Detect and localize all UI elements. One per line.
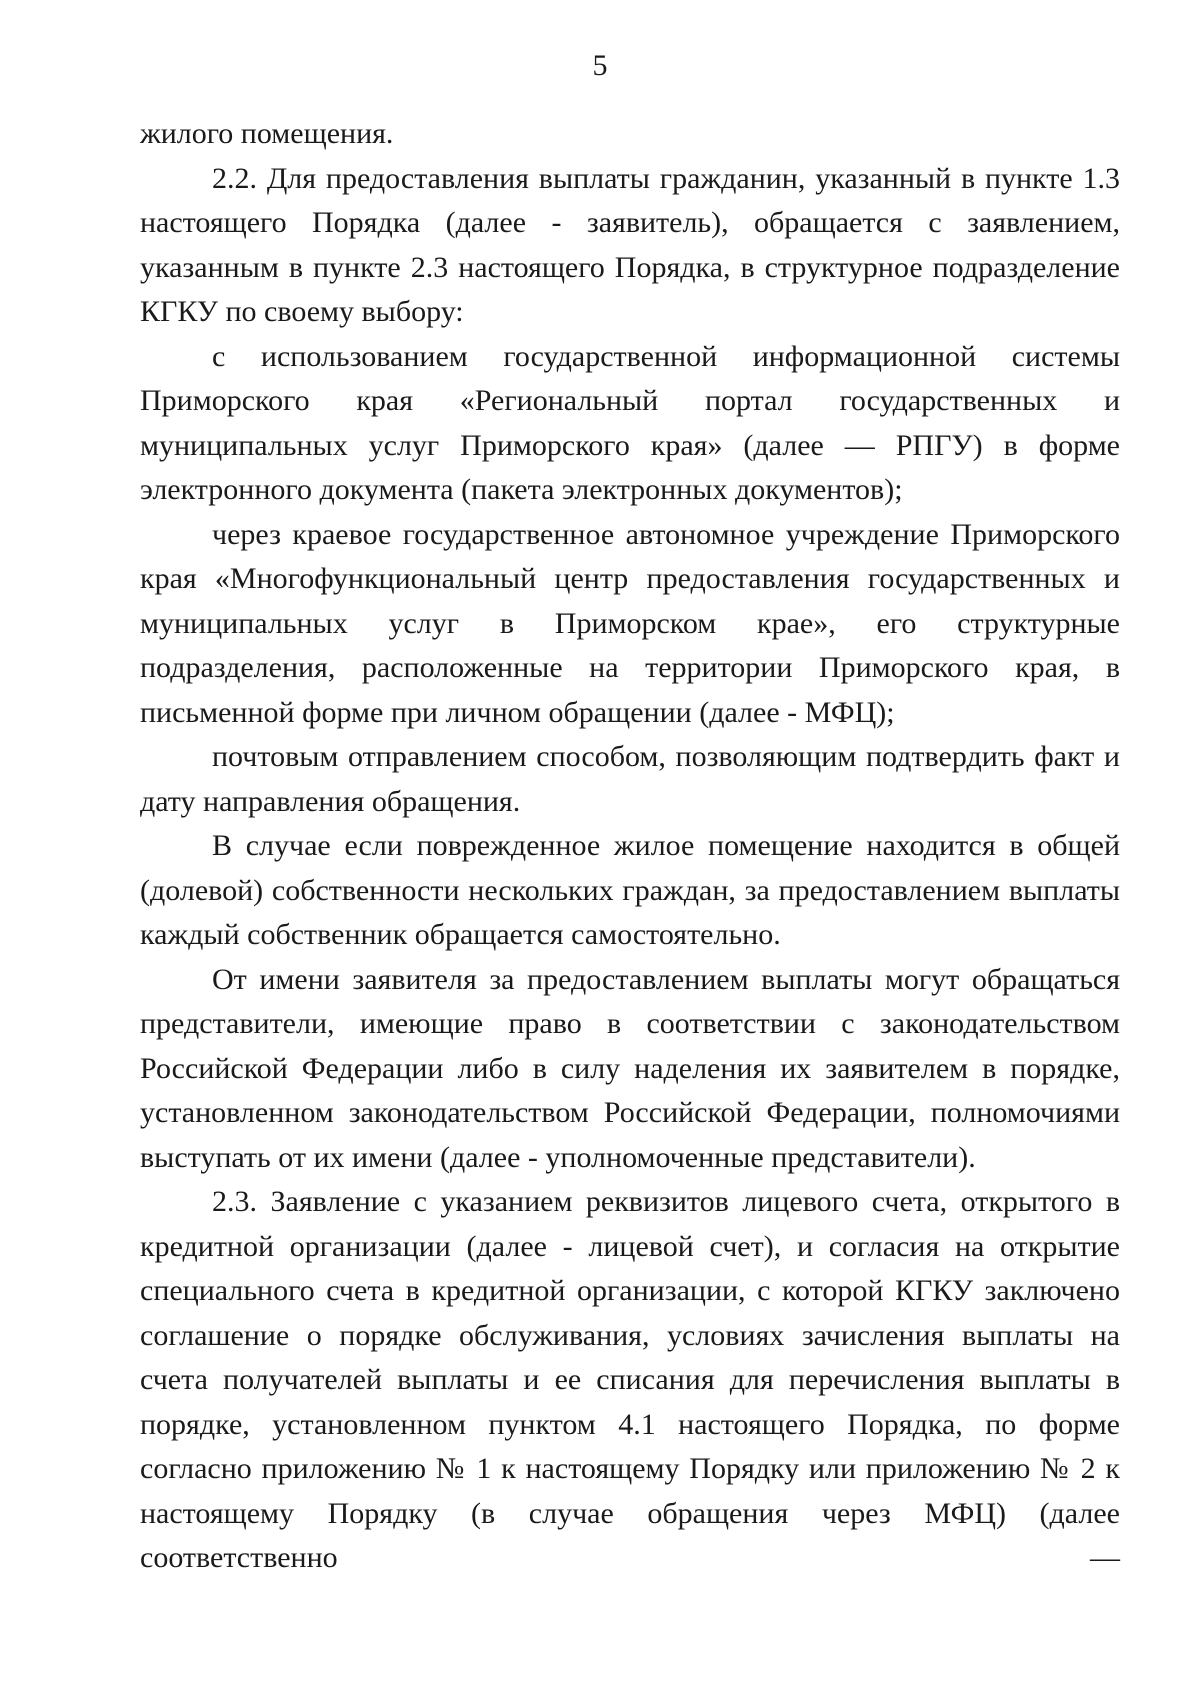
document-body [140, 112, 1120, 1581]
paragraph-representatives: От имени заявителя за предоставлением выплаты могут обращаться представители, имеющие право в соответствии с законодательством Российской Федерации либо в силу наделения их заявителем в порядке, установленном законодательством Российской Федерации, полномочиями выступать от их имени (далее - уполномоченные представители). [140, 962, 1120, 1174]
paragraph-option-post: почтовым отправлением способом, позволяющим подтвердить факт и дату направления обращения. [140, 740, 1120, 818]
paragraph-shared-ownership: В случае если поврежденное жилое помещение находится в общей (долевой) собственности нескольких граждан, за предоставлением выплаты каждый собственник обращается самостоятельно. [140, 829, 1120, 951]
paragraph-option-mfc: через краевое государственное автономное учреждение Приморского края «Многофункциональный центр предоставления государственных и муниципальных услуг в Приморском крае», его структурные подразделения, расположенные на территории Приморского края, в письменной форме при личном обращении (далее - МФЦ); [140, 517, 1120, 729]
paragraph-option-rpgu: с использованием государственной информационной системы Приморского края «Региональный портал государственных и муниципальных услуг Приморского края» (далее — РПГУ) в форме электронного документа (пакета электронных документов); [140, 339, 1120, 506]
paragraph-2-3: 2.3. Заявление с указанием реквизитов лицевого счета, открытого в кредитной организации (далее - лицевой счет), и согласия на открытие специального счета в кредитной организации, с которой КГКУ заключено соглашение о порядке обслуживания, условиях зачисления выплаты на счета получателей выплаты и ее списания для перечисления выплаты в порядке, установленном пунктом 4.1 настоящего Порядка, по форме согласно приложению № 1 к настоящему Порядку или приложению № 2 к настоящему Порядку (в случае обращения через МФЦ) (далее соответственно — [140, 1185, 1120, 1574]
paragraph-continuation: жилого помещения. [140, 117, 394, 150]
page-number: 5 [592, 49, 608, 82]
paragraph-2-2: 2.2. Для предоставления выплаты гражданин, указанный в пункте 1.3 настоящего Порядка (далее - заявитель), обращается с заявлением, указанным в пункте 2.3 настоящего Порядка, в структурное подразделение КГКУ по своему выбору: [140, 161, 1120, 328]
